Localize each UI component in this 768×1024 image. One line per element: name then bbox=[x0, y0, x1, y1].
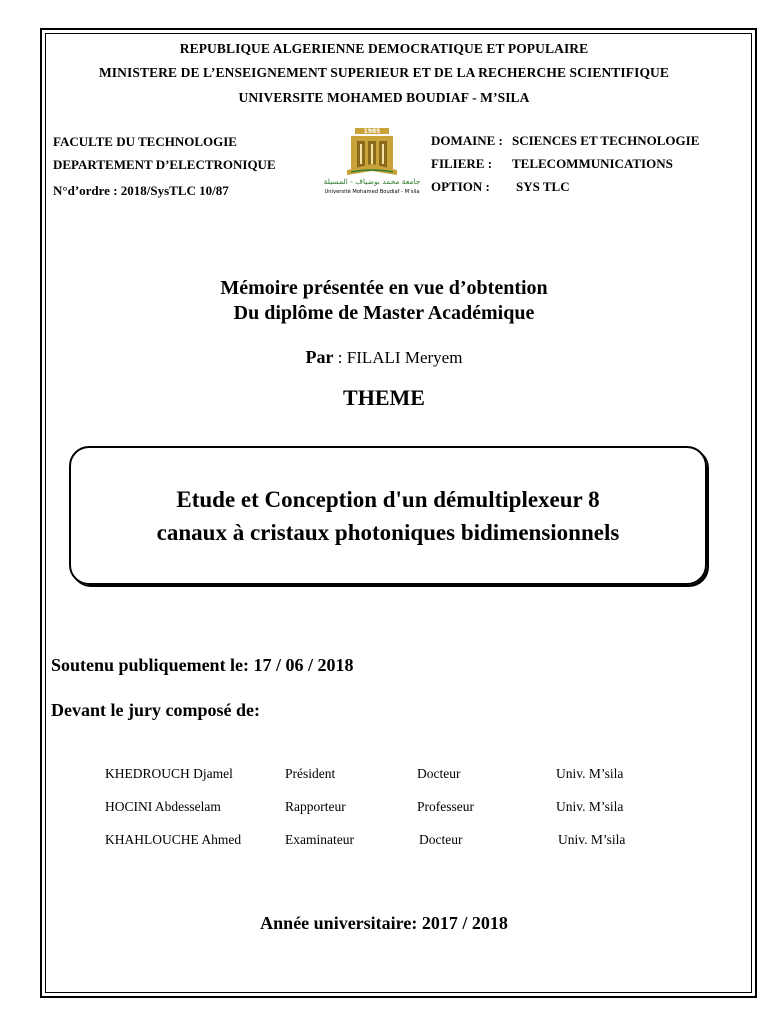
domain-value: SCIENCES ET TECHNOLOGIE bbox=[512, 133, 700, 148]
author-separator: : bbox=[333, 348, 347, 367]
order-number: N°d’ordre : 2018/SysTLC 10/87 bbox=[53, 183, 229, 198]
thesis-title-line1: Etude et Conception d'un démultiplexeur 8 bbox=[176, 486, 600, 512]
jury-member-grade: Docteur bbox=[417, 766, 461, 781]
domain-label: DOMAINE : bbox=[431, 133, 503, 148]
thesis-title-line2: canaux à cristaux photoniques bidimensionnels bbox=[156, 519, 620, 545]
ministry-heading: MINISTERE DE L’ENSEIGNEMENT SUPERIEUR ET DE LA RECHERCHE SCIENTIFIQUE bbox=[98, 65, 670, 80]
logo-latin-name: Université Mohamed Boudiaf - M’sila bbox=[324, 189, 420, 195]
logo-year: 1985 bbox=[363, 128, 381, 136]
option-value: SYS TLC bbox=[516, 179, 570, 194]
author-name: FILALI Meryem bbox=[346, 348, 463, 367]
theme-label: THEME bbox=[343, 385, 425, 410]
author-label: Par bbox=[305, 347, 334, 367]
jury-member-grade: Professeur bbox=[417, 799, 474, 814]
defense-date: Soutenu publiquement le: 17 / 06 / 2018 bbox=[51, 655, 354, 675]
jury-member-grade: Docteur bbox=[419, 832, 463, 847]
jury-heading: Devant le jury composé de: bbox=[51, 700, 260, 720]
filiere-label: FILIERE : bbox=[431, 156, 493, 171]
logo-arabic-name: جامعة محمد بوضياف - المسيلة bbox=[323, 177, 421, 186]
jury-member-institution: Univ. M’sila bbox=[556, 766, 624, 781]
jury-member-name: KHAHLOUCHE Ahmed bbox=[105, 832, 242, 847]
memoire-line2: Du diplôme de Master Académique bbox=[233, 302, 535, 324]
jury-member-role: Président bbox=[285, 766, 336, 781]
author-line bbox=[0, 347, 768, 368]
jury-member-name: KHEDROUCH Djamel bbox=[105, 766, 233, 781]
jury-member-institution: Univ. M’sila bbox=[556, 799, 624, 814]
jury-member-institution: Univ. M’sila bbox=[558, 832, 626, 847]
faculty-label: FACULTE DU TECHNOLOGIE bbox=[53, 134, 237, 149]
memoire-line1: Mémoire présentée en vue d’obtention bbox=[220, 277, 548, 299]
thesis-title-box bbox=[69, 446, 707, 585]
jury-member-name: HOCINI Abdesselam bbox=[105, 799, 221, 814]
academic-year: Année universitaire: 2017 / 2018 bbox=[260, 913, 508, 933]
department-label: DEPARTEMENT D’ELECTRONIQUE bbox=[53, 157, 276, 172]
jury-member-role: Examinateur bbox=[285, 832, 354, 847]
university-logo bbox=[321, 126, 425, 196]
republic-heading: REPUBLIQUE ALGERIENNE DEMOCRATIQUE ET POPULAIRE bbox=[179, 41, 589, 56]
university-heading: UNIVERSITE MOHAMED BOUDIAF - M’SILA bbox=[238, 90, 530, 105]
jury-member-role: Rapporteur bbox=[285, 799, 346, 814]
filiere-value: TELECOMMUNICATIONS bbox=[512, 156, 673, 171]
university-emblem-icon bbox=[321, 126, 425, 196]
option-label: OPTION : bbox=[431, 179, 490, 194]
